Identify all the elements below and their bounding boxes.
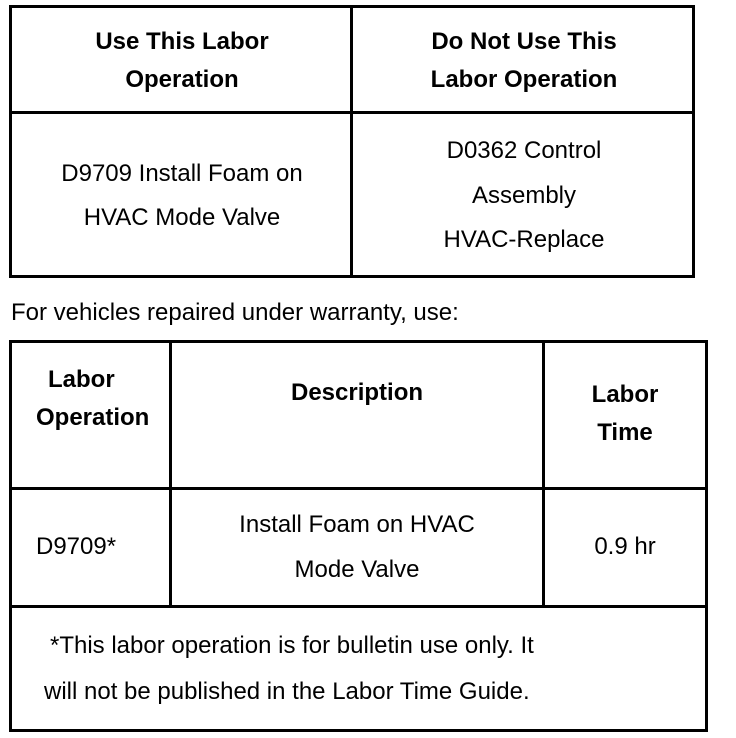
header-use-line-2: Operation — [125, 65, 239, 93]
footnote-line-2: will not be published in the Labor Time Guide. — [44, 677, 530, 705]
header-do-not-use-line-1: Do Not Use This — [431, 27, 617, 55]
table-border-right — [705, 340, 708, 732]
header-do-not-use-labor-operation — [354, 8, 694, 113]
header-time-line-2: Time — [597, 418, 653, 446]
do-not-use-labor-operation-value — [354, 116, 694, 276]
do-not-use-value-line-3: HVAC-Replace — [443, 226, 605, 254]
do-not-use-value-line-2: Assembly — [471, 181, 576, 209]
header-operation-line-1: Labor — [48, 366, 115, 393]
row-description-line-2: Mode Valve — [294, 555, 420, 583]
footnote — [12, 608, 705, 729]
use-labor-operation-value — [12, 116, 352, 276]
row-description — [172, 490, 542, 605]
header-labor-operation — [12, 343, 171, 487]
table-border-bottom — [9, 729, 708, 732]
warranty-labor-table — [9, 340, 708, 732]
row-labor-operation: D9709* — [36, 533, 117, 561]
use-value-line-1: D9709 Install Foam on — [61, 159, 303, 187]
footnote-line-1: *This labor operation is for bulletin use only. It — [50, 632, 534, 660]
labor-operation-usage-table — [9, 5, 695, 278]
header-do-not-use-line-2: Labor Operation — [430, 65, 618, 93]
do-not-use-value-line-1: D0362 Control — [446, 137, 602, 165]
header-operation-line-2: Operation — [36, 404, 150, 432]
header-time-line-1: Labor — [591, 381, 659, 408]
use-value-line-2: HVAC Mode Valve — [83, 204, 281, 231]
row-description-line-1: Install Foam on HVAC — [239, 511, 475, 539]
header-use-line-1: Use This Labor — [95, 27, 269, 55]
header-labor-time — [545, 343, 705, 487]
header-description: Description — [290, 379, 424, 406]
header-use-this-labor-operation — [12, 8, 352, 113]
row-labor-time: 0.9 hr — [594, 533, 656, 561]
warranty-caption: For vehicles repaired under warranty, use: — [11, 299, 459, 326]
